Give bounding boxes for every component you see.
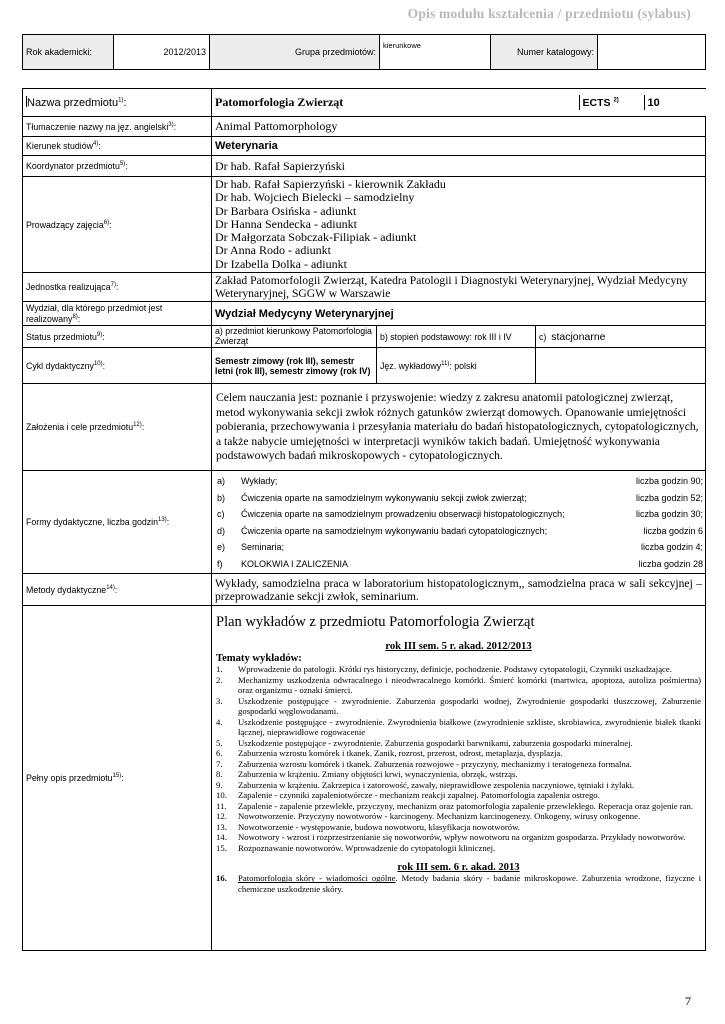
formy-item: f) KOLOKWIA I ZALICZENIA liczba godzin 28 <box>217 558 703 569</box>
formy-item: b) Ćwiczenia oparte na samodzielnym wykonywaniu sekcji zwłok zwierząt; liczba godzin 52; <box>217 492 703 503</box>
status-label: Status przedmiotu$^{9)}$: <box>23 326 212 348</box>
kierunek-value: Weterynaria <box>212 137 706 156</box>
lecture-item: 9. Zaburzenia w krążeniu. Zakrzepica i zatorowość, zawały, nieprawidłowe zespolenia naczyniowe, tętniaki i żylaki. <box>216 779 635 790</box>
lecture-list-sem6 <box>216 873 701 894</box>
formy-item: c) Ćwiczenia oparte na samodzielnym prowadzeniu obserwacji histopatologicznych; liczba godzin 30; <box>217 509 703 520</box>
lecture-item: 8. Zaburzenia w krążeniu. Zmiany objętości krwi, wynaczynienia, obrzęk, wstrząs. <box>216 769 518 780</box>
wydzial-value: Wydział Medycyny Weterynaryjnej <box>212 302 706 326</box>
document-header-title: Opis modułu kształcenia / przedmiotu (sylabus) <box>407 6 691 21</box>
prowadzacy-label: Prowadzący zajęcia$^{6)}$: <box>23 177 212 273</box>
page-number: 7 <box>685 994 691 1008</box>
formy-item: d) Ćwiczenia oparte na samodzielnym wykonywaniu badań cytopatologicznych; liczba godzin 6 <box>217 525 703 536</box>
zalozenia-value: Celem nauczania jest: poznanie i przyswojenie: wiedzy z zakresu anatomii patologicznej zwierząt, metod wykonywania sekcji zwłok różnych gatunków zwierząt domowych. Opanowanie umiejętności pobierania, przechowywania i przesyłania materiału do badań histopatologicznych, cytopatologicznych, a także nabycie umiejętności w interpretacji wyników takich badań. Umiejętność wykonywania podstawowych badań mikroskopowych - cytopatologicznych. <box>212 384 706 471</box>
semester-5-heading: rok III sem. 5 r. akad. 2012/2013 <box>385 641 532 653</box>
lecture-item: 7. Zaburzenia wzrostu komórek i tkanek. Zaburzenia rozwojowe - przyczyny, mechanizmy i teratogeneza formalna. <box>216 758 632 769</box>
rok-value: 2012/2013 <box>114 35 210 70</box>
rok-label: Rok akademicki: <box>23 35 114 70</box>
formy-item: a) Wykłady; liczba godzin 90; <box>217 476 703 487</box>
lecture-list <box>216 664 701 853</box>
lecture-item: 16. Patomorfologia skóry - wiadomości ogólne. Metody badania skóry - badanie mikroskopowe. Zaburzenia wrodzone, fizyczne i chemiczne uszkodzenie skóry. <box>216 873 701 894</box>
cykl-value: Semestr zimowy (rok III), semestr letni (rok III), semestr zimowy (rok IV) <box>212 348 377 384</box>
lecture-item: 4. Uszkodzenie postępujące - zwyrodnienie. Zwyrodnienia białkowe (zwyrodnienie szkliste, skrobiawica, zwyrodnienie białek tkanki łącznej, nieprawidłowe rogowacenie <box>216 716 701 738</box>
grupa-value: kierunkowe <box>380 35 491 70</box>
status-c: c) stacjonarne <box>536 326 706 348</box>
koordynator-label: Koordynator przedmiotu$^{5)}$: <box>23 156 212 177</box>
cykl-empty-cell <box>536 348 706 384</box>
lecture-item: 15. Rozpoznawanie nowotworów. Wprowadzenie do cytopatologii klinicznej. <box>216 842 496 853</box>
metody-label: Metody dydaktyczne$^{14)}$: <box>23 574 212 606</box>
prowadzacy-item: Dr Izabella Dolka - adiunkt <box>215 256 347 271</box>
formy-cell <box>212 471 706 574</box>
tlumaczenie-label: Tłumaczenie nazwy na jęz. angielski$^{3)}$: <box>23 117 212 137</box>
lecture-item: 11. Zapalenie - zapalenie przewlekłe, przyczyny, mechanizm oraz patomorfologia zapalenie przewlekłego. Reperacja oraz gojenie ran. <box>216 800 694 811</box>
tlumaczenie-value: Animal Pattomorphology <box>212 117 706 137</box>
formy-list <box>212 473 705 572</box>
status-a: a) przedmiot kierunkowy Patomorfologia Zwierząt <box>212 326 377 348</box>
metody-value: Wykłady, samodzielna praca w laboratorium histopatologicznym,, samodzielna praca w sali sekcyjnej – przeprowadzanie sekcji zwłok, seminarium. <box>212 574 706 606</box>
lectures-heading: Tematy wykładów: <box>216 653 302 665</box>
lecture-item: 14. Nowotwory - wzrost i rozprzestrzenianie się nowotworów, wpływ nowotworu na organizm gospodarza. Przykłady nowotworów. <box>216 832 686 843</box>
jez-cell: Jęz. wykładowy$^{11)}$: polski <box>377 348 536 384</box>
lecture-item: 6. Zaburzenia wzrostu komórek i tkanek. Zanik, rozrost, przerost, odrost, metaplazja, dysplazja. <box>216 748 563 759</box>
prowadzacy-item: Dr Barbara Osińska - adiunkt <box>215 203 357 218</box>
prowadzacy-item: Dr Małgorzata Sobczak-Filipiak - adiunkt <box>215 230 417 245</box>
lecture-item: 13. Nowotworzenie - występowanie, budowa nowotworu, klasyfikacja nowotworów. <box>216 821 520 832</box>
prowadzacy-item: Dr Anna Rodo - adiunkt <box>215 243 331 258</box>
pelny-label: Pełny opis przedmiotu$^{15)}$: <box>23 606 212 951</box>
pelny-content <box>212 606 706 951</box>
prowadzacy-item: Dr hab. Wojciech Bielecki – samodzielny <box>215 190 415 205</box>
koordynator-value: Dr hab. Rafał Sapierzyński <box>212 156 706 177</box>
semester-6-heading: rok III sem. 6 r. akad. 2013 <box>397 862 520 874</box>
nazwa-label: Nazwa przedmiotu <box>27 97 119 109</box>
nazwa-value: Patomorfologia Zwierząt <box>215 95 344 109</box>
zalozenia-label: Założenia i cele przedmiotu$^{12)}$: <box>23 384 212 471</box>
kierunek-label: Kierunek studiów$^{4)}$: <box>23 137 212 156</box>
row-nazwa <box>23 89 706 117</box>
status-b: b) stopień podstawowy: rok III i IV <box>377 326 536 348</box>
ects-value: 10 <box>647 96 660 109</box>
formy-label: Formy dydaktyczne, liczba godzin$^{13)}$: <box>23 471 212 574</box>
nazwa-label-cell: Nazwa przedmiotu$^{1)}$: <box>23 89 212 117</box>
jednostka-value: Zakład Patomorfologii Zwierząt, Katedra Patologii i Diagnostyki Weterynaryjnej, Wydział Medycyny Weterynaryjnej, SGGW w Warszawie <box>212 273 706 302</box>
ects-label-cell: ECTS $^{2)}$ <box>579 95 644 110</box>
lecture-item: 10. Zapalenie - czynniki zapaleniotwórcze - mechanizm reakcji zapalnej. Patomorfologia zapalenia ostrego. <box>216 790 600 801</box>
numer-value <box>598 35 706 70</box>
grupa-label: Grupa przedmiotów: <box>210 35 380 70</box>
plan-title: Plan wykładów z przedmiotu Patomorfologia Zwierząt <box>216 614 535 631</box>
numer-label: Numer katalogowy: <box>491 35 598 70</box>
prowadzacy-item: Dr Hanna Sendecka - adiunkt <box>215 216 357 231</box>
prowadzacy-list <box>212 177 706 273</box>
jednostka-label: Jednostka realizująca$^{7)}$: <box>23 273 212 302</box>
lecture-item: 5. Uszkodzenie postępujące - zwyrodnienie. Zaburzenia gospodarki barwnikami, zaburzenia gospodarki mineralnej. <box>216 737 633 748</box>
nazwa-value-cell <box>212 89 706 117</box>
syllabus-table <box>22 88 706 951</box>
lecture-item: 12. Nowotworzenie. Przyczyny nowotworów - karcinogeny. Mechanizm karcinogenezy. Onkogeny, wirusy onkogenne. <box>216 811 641 822</box>
top-info-table <box>22 34 706 70</box>
lecture-item: 1. Wprowadzenie do patologii. Krótki rys historyczny, definicje, pochodzenie. Podstawy cytopatologii, Czynniki uszkadzające. <box>216 664 672 675</box>
formy-item: e) Seminaria; liczba godzin 4; <box>217 542 703 553</box>
cykl-label: Cykl dydaktyczny$^{10)}$: <box>23 348 212 384</box>
prowadzacy-item: Dr hab. Rafał Sapierzyński - kierownik Zakładu <box>215 177 446 191</box>
lecture-item: 3. Uszkodzenie postępujące - zwyrodnienie. Zaburzenia gospodarki wodnej, Zwyrodnienie gospodarki tłuszczowej, Zaburzenie gospodarki węglowodanami. <box>216 695 701 717</box>
lecture-item: 2. Mechanizmy uszkodzenia odwracalnego i nieodwracalnego komórki. Śmierć komórki (martwica, apoptoza, autoliza pośmiertna) oraz organizmu - oznaki śmierci. <box>216 674 701 696</box>
wydzial-label: Wydział, dla którego przedmiot jest realizowany$^{8)}$: <box>23 302 212 326</box>
